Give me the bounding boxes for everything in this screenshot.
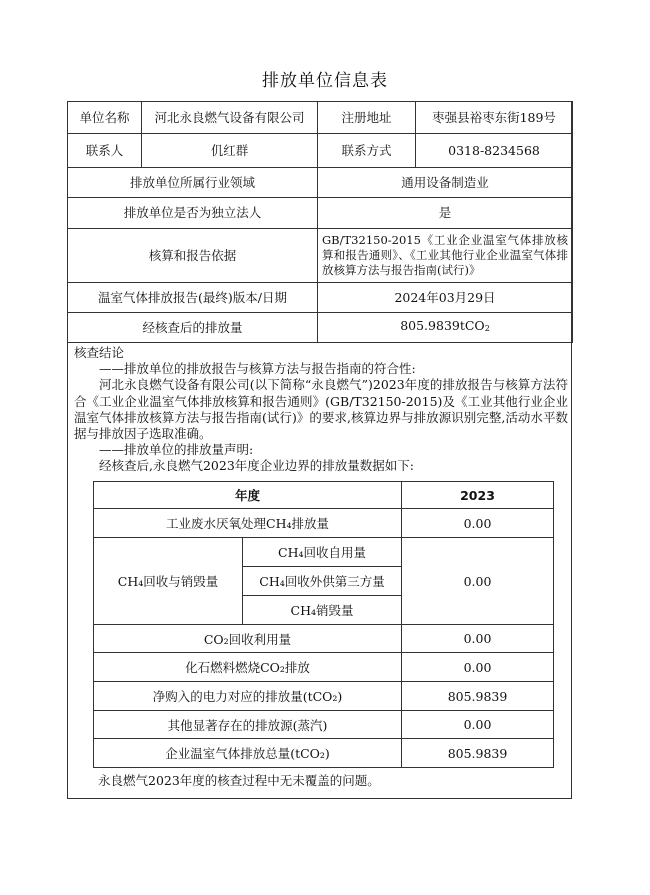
emissions-header-row xyxy=(94,482,554,509)
unit-name-value: 河北永良燃气设备有限公司 xyxy=(142,102,318,134)
info-row-legal xyxy=(68,198,573,229)
row-value: 805.9839 xyxy=(402,739,554,768)
basis-label: 核算和报告依据 xyxy=(68,229,318,283)
emissions-table xyxy=(93,481,554,768)
table-row xyxy=(94,739,554,768)
info-row-industry xyxy=(68,168,573,198)
row-value: 0.00 xyxy=(402,625,554,653)
group-value: 0.00 xyxy=(402,538,554,625)
row-value: 0.00 xyxy=(402,509,554,538)
info-table xyxy=(67,101,573,343)
verified-value xyxy=(318,313,573,343)
report-label: 温室气体排放报告(最终)版本/日期 xyxy=(68,283,318,313)
row-label: 化石燃料燃烧CO₂排放 xyxy=(94,653,402,682)
sub-row-label: CH₄销毁量 xyxy=(243,596,402,625)
industry-label: 排放单位所属行业领域 xyxy=(68,168,318,198)
row-label: 其他显著存在的排放源(蒸汽) xyxy=(94,711,402,739)
conclusion-item-1: ——排放单位的排放报告与核算方法与报告指南的符合性: xyxy=(99,361,416,377)
sub-row-label: CH₄回收自用量 xyxy=(243,538,402,567)
conclusion-heading: 核查结论 xyxy=(74,345,125,360)
conclusion-paragraph-2: 经核查后,永良燃气2023年度企业边界的排放量数据如下: xyxy=(99,458,414,474)
phone-value: 0318-8234568 xyxy=(416,134,573,168)
info-row-report xyxy=(68,283,573,313)
basis-value: GB/T32150-2015《工业企业温室气体排放核算和报告通则》、《工业其他行业企业温室气体排放核算方法与报告指南(试行)》 xyxy=(318,229,573,283)
info-row-verified xyxy=(68,313,573,343)
group-label: CH₄回收与销毁量 xyxy=(94,538,243,625)
reg-address-label: 注册地址 xyxy=(318,102,416,134)
sub-row-label: CH₄回收外供第三方量 xyxy=(243,567,402,596)
header-year: 2023 xyxy=(402,482,554,509)
phone-label: 联系方式 xyxy=(318,134,416,168)
row-value: 0.00 xyxy=(402,653,554,682)
row-value: 0.00 xyxy=(402,711,554,739)
row-label: 净购入的电力对应的排放量(tCO₂) xyxy=(94,682,402,711)
table-row xyxy=(94,509,554,538)
footer-note: 永良燃气2023年度的核查过程中无未覆盖的问题。 xyxy=(98,773,380,788)
report-date: 2024年03月29日 xyxy=(318,283,573,313)
legal-label: 排放单位是否为独立法人 xyxy=(68,198,318,229)
verified-label: 经核查后的排放量 xyxy=(68,313,318,343)
header-year-label: 年度 xyxy=(94,482,402,509)
contact-value: 仉红群 xyxy=(142,134,318,168)
table-row xyxy=(94,682,554,711)
reg-address-value: 枣强县裕枣东街189号 xyxy=(416,102,573,134)
info-row-contact xyxy=(68,134,573,168)
verified-value-sub: 2 xyxy=(484,324,490,333)
table-row xyxy=(94,625,554,653)
unit-name-label: 单位名称 xyxy=(68,102,142,134)
table-row xyxy=(94,711,554,739)
info-row-unit xyxy=(68,102,573,134)
contact-label: 联系人 xyxy=(68,134,142,168)
conclusion-paragraph-1: 河北永良燃气设备有限公司(以下简称“永良燃气”)2023年度的排放报告与核算方法符合《工业企业温室气体排放核算和报告通则》(GB/T32150-2015)及《工业其他行业企业温室气体排放核算方法与报告指南(试行)》的要求,核算边界与排放源识别完整,活动水平数据与排放因子选取准确。 xyxy=(74,377,568,442)
table-row xyxy=(94,653,554,682)
row-label: CO₂回收利用量 xyxy=(94,625,402,653)
row-value: 805.9839 xyxy=(402,682,554,711)
row-label: 工业废水厌氧处理CH₄排放量 xyxy=(94,509,402,538)
table-row xyxy=(94,538,554,567)
conclusion-section xyxy=(74,345,568,475)
legal-value: 是 xyxy=(318,198,573,229)
page-title: 排放单位信息表 xyxy=(262,71,388,91)
verified-value-text: 805.9839tCO xyxy=(400,318,485,333)
row-label: 企业温室气体排放总量(tCO₂) xyxy=(94,739,402,768)
industry-value: 通用设备制造业 xyxy=(318,168,573,198)
info-row-basis xyxy=(68,229,573,283)
conclusion-item-2: ——排放单位的排放量声明: xyxy=(99,442,254,458)
